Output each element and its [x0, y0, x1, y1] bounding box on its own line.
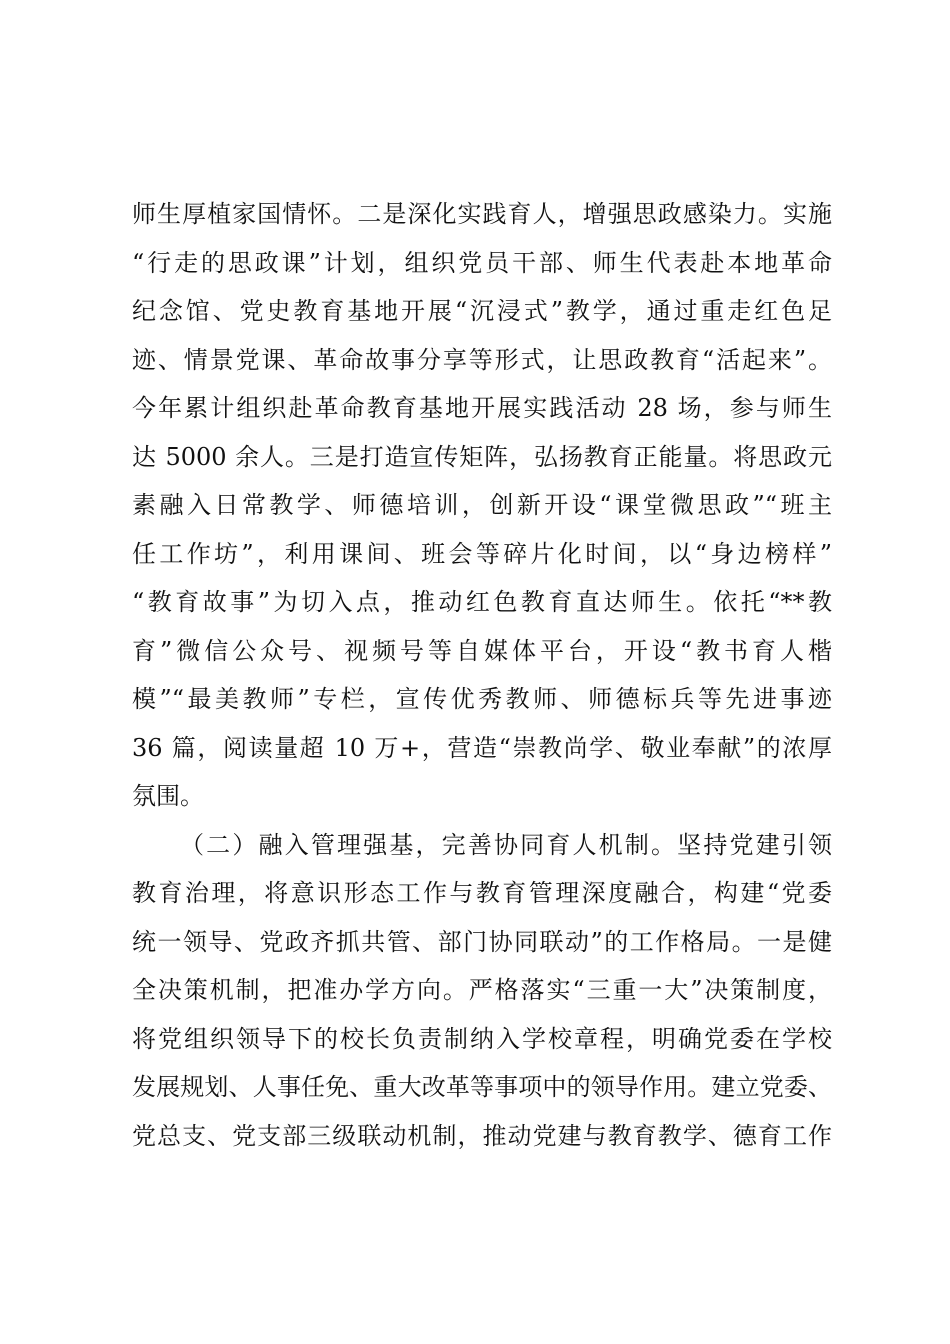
text-line: 发展规划、人事任免、重大改革等事项中的领导作用。建立党委、 — [132, 1073, 832, 1101]
text-line: 全决策机制，把准办学方向。严格落实“三重一大”决策制度， — [132, 976, 832, 1004]
text-line: 统一领导、党政齐抓共管、部门协同联动”的工作格局。一是健 — [132, 927, 832, 956]
text-line: 教育治理，将意识形态工作与教育管理深度融合，构建“党委 — [132, 879, 832, 907]
text-line: 迹、情景党课、革命故事分享等形式，让思政教育“活起来”。 — [132, 345, 832, 374]
text-line: 将党组织领导下的校长负责制纳入学校章程，明确党委在学校 — [132, 1024, 832, 1053]
text-line: 素融入日常教学、师德培训，创新开设“课堂微思政”“班主 — [132, 491, 832, 519]
text-line: 今年累计组织赴革命教育基地开展实践活动 28 场，参与师生 — [132, 394, 832, 422]
text-line: 纪念馆、党史教育基地开展“沉浸式”教学，通过重走红色足 — [132, 297, 832, 325]
text-line: 达 5000 余人。三是打造宣传矩阵，弘扬教育正能量。将思政元 — [132, 442, 832, 471]
text-line: 党总支、党支部三级联动机制，推动党建与教育教学、德育工作 — [132, 1121, 832, 1150]
text-line: “行走的思政课”计划，组织党员干部、师生代表赴本地革命 — [132, 248, 832, 277]
text-line: 师生厚植家国情怀。二是深化实践育人，增强思政感染力。实施 — [132, 200, 832, 228]
text-line: 36 篇，阅读量超 10 万+，营造“崇教尚学、敬业奉献”的浓厚 — [132, 733, 832, 762]
section-heading-line: （二）融入管理强基，完善协同育人机制。坚持党建引领 — [180, 830, 832, 859]
paragraph-end-line: 氛围。 — [132, 782, 204, 810]
text-line: 模”“最美教师”专栏，宣传优秀教师、师德标兵等先进事迹 — [132, 685, 832, 713]
document-body — [132, 190, 832, 1160]
text-line: 育”微信公众号、视频号等自媒体平台，开设“教书育人楷 — [132, 636, 832, 665]
text-line: 任工作坊”，利用课间、班会等碎片化时间，以“身边榜样” — [132, 539, 832, 568]
text-line: “教育故事”为切入点，推动红色教育直达师生。依托“**教 — [132, 588, 832, 616]
